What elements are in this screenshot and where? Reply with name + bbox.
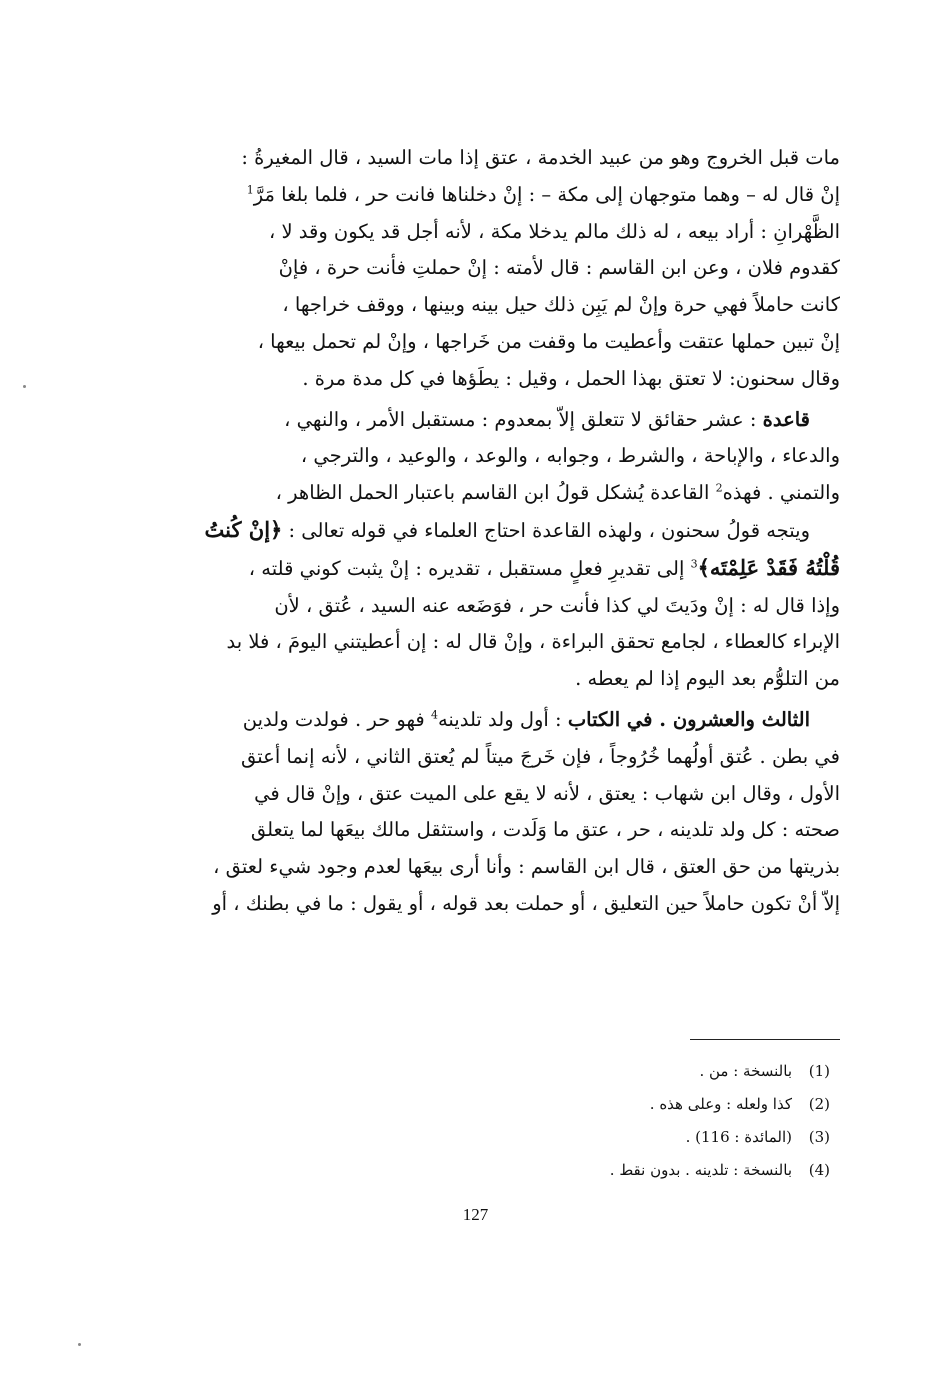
text-line: إلاّ أنْ تكون حاملاً حين التعليق ، أو حملت بعد قوله ، أو يقول : ما في بطنك ، أو <box>212 891 840 915</box>
text-line <box>150 177 840 214</box>
line-text: والتمني . فهذه <box>722 481 840 505</box>
paragraph-2 <box>150 402 840 698</box>
footnote-text: كذا ولعله : وعلى هذه . <box>649 1095 792 1113</box>
text-line: في بطن . عُتق أولُهما خُرُوجاً ، فإن خَرجَ ميتاً لم يُعتق الثاني ، لأنه إنما أعتق <box>241 744 840 768</box>
text-line: بذريتها من حق العتق ، قال ابن القاسم : وأنا أرى بيعَها لعدم وجود شيء لعتق ، <box>213 855 840 879</box>
text-line: صحته : كل ولد تلدينه ، حر ، عتق ما وَلَدت ، واستثقل مالك بيعَها لما يتعلق <box>250 818 840 842</box>
line-text: إنْ قال له – وهما متوجهان إلى مكة – : إنْ دخلناها فانت حر ، فلما بلغا مَرَّ <box>253 182 840 206</box>
quran-verse: ﴿إنْ كُنتُ <box>204 516 283 542</box>
text-line: الإبراء كالعطاء ، لجامع تحقق البراءة ، وإنْ قال له : إن أعطيتني اليومَ ، فلا بد <box>226 630 840 654</box>
footnote-ref: 2 <box>715 481 723 495</box>
footnote-item <box>400 1055 830 1088</box>
scan-speck <box>23 385 26 388</box>
footnote-text: بالنسخة : تلدينه . بدون نقط . <box>609 1161 792 1179</box>
footnotes <box>400 1055 830 1187</box>
footnote-number: (3) <box>808 1128 830 1146</box>
line-text: : عشر حقائق لا تتعلق إلاّ بمعدوم : مستقبل الأمر ، والنهي ، <box>284 407 763 431</box>
footnote-item <box>400 1088 830 1121</box>
line-text: إلى تقديرِ فعلٍ مستقبل ، تقديره : إنْ يثبت كوني قلته ، <box>248 556 691 580</box>
text-line: من التلوُّم بعد اليوم إذا لم يعطه . <box>575 667 840 691</box>
footnote-ref: 3 <box>690 557 698 571</box>
text-line: والدعاء ، والإباحة ، والشرط ، وجوابه ، والوعد ، والوعيد ، والترجي ، <box>300 444 840 468</box>
text-line: كانت حاملاً فهي حرة وإنْ لم يَبِن ذلك حيل بينه وبينها ، ووقف خراجها ، <box>282 293 840 317</box>
footnote-number: (1) <box>808 1062 830 1080</box>
text-line <box>150 702 840 739</box>
rule-heading: قاعدة <box>762 407 810 431</box>
line-text: ويتجه قولُ سحنون ، ولهذه القاعدة احتاج العلماء في قوله تعالى : <box>282 518 810 542</box>
text-line: الأول ، وقال ابن شهاب : يعتق ، لأنه لا يقع على الميت عتق ، وإنْ قال في <box>254 781 840 805</box>
line-text: فهو حر . فولدت ولدين <box>242 707 431 731</box>
text-line <box>150 402 840 439</box>
text-line: مات قبل الخروج وهو من عبيد الخدمة ، عتق إذا مات السيد ، قال المغيرةُ : <box>241 146 840 169</box>
main-text <box>150 140 840 923</box>
footnote-separator <box>690 1039 840 1040</box>
line-text: القاعدة يُشكل قولُ ابن القاسم باعتبار الحمل الظاهر ، <box>275 481 716 505</box>
footnote-ref: 1 <box>246 183 254 197</box>
scan-speck <box>78 1343 81 1346</box>
text-line: الظَّهْرانِ : أراد بيعه ، له ذلك مالم يدخلا مكة ، لأنه أجل قد يكون وقد لا ، <box>268 219 840 243</box>
footnote-text: (المائدة : 116) . <box>685 1128 792 1146</box>
text-line: إنْ تبين حملها عتقت وأعطيت ما وقفت من خَراجها ، وإنْ لم تحمل بيعها ، <box>257 329 840 353</box>
text-line <box>150 512 840 550</box>
quran-verse: قُلْتُهُ فَقَدْ عَلِمْتَه﴾ <box>697 554 840 580</box>
footnote-item <box>400 1154 830 1187</box>
paragraph-3 <box>150 702 840 923</box>
page-number: 127 <box>462 1205 489 1224</box>
footnote-ref: 4 <box>430 708 438 722</box>
footnote-item <box>400 1121 830 1154</box>
text-line: وإذا قال له : إنْ ودَيتَ لي كذا فأنت حر ، فوَضَعه عنه السيد ، عُتق ، لأن <box>274 593 840 617</box>
line-text: : أول ولد تلدينه <box>437 707 568 731</box>
paragraph-1 <box>150 140 840 398</box>
footnote-number: (4) <box>808 1161 830 1179</box>
footnote-text: بالنسخة : من . <box>699 1062 792 1080</box>
footnote-number: (2) <box>808 1095 830 1113</box>
text-line <box>150 550 840 588</box>
text-line: كقدوم فلان ، وعن ابن القاسم : قال لأمته : إنْ حملتِ فأنت حرة ، فإنْ <box>278 256 840 280</box>
section-heading: الثالث والعشرون . في الكتاب <box>567 707 810 731</box>
text-line: وقال سحنون: لا تعتق بهذا الحمل ، وقيل : يطَؤها في كل مدة مرة . <box>302 366 840 390</box>
text-line <box>150 475 840 512</box>
